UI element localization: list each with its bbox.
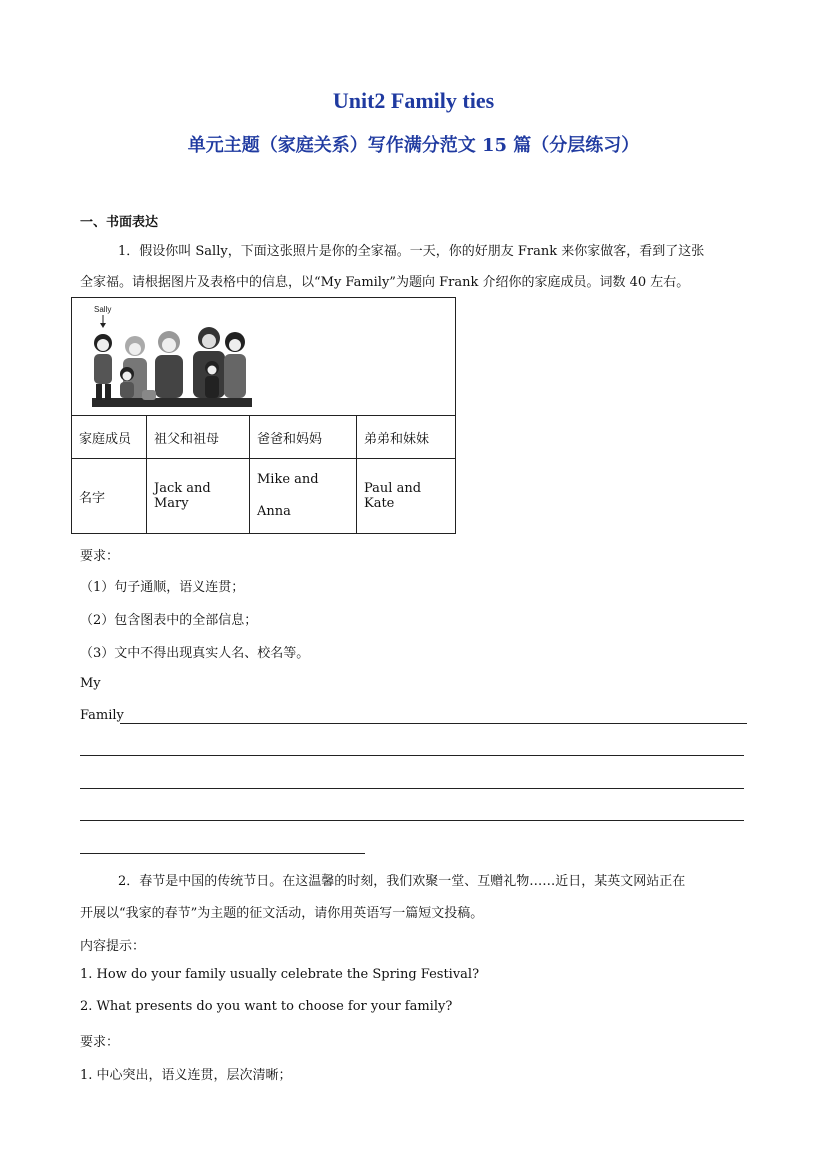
answer-line <box>80 755 744 756</box>
page-title: Unit2 Family ties <box>332 88 495 113</box>
section-heading: 一、书面表达 <box>80 215 159 230</box>
answer-line <box>80 820 744 821</box>
q1-text-line1: 1．假设你叫 Sally，下面这张照片是你的全家福。一天，你的好朋友 Frank 来你家做客，看到了这张 <box>118 244 705 259</box>
table-cell: 名字 <box>72 459 147 534</box>
answer-line <box>120 723 747 724</box>
q1-requirement: （1）句子通顺，语义连贯； <box>80 580 245 595</box>
family-photo <box>72 298 455 415</box>
q1-requirements-title: 要求： <box>80 549 120 564</box>
family-table <box>71 297 456 534</box>
answer-line <box>80 853 365 854</box>
q2-text-line1: 2．春节是中国的传统节日。在这温馨的时刻，我们欢聚一堂、互赠礼物……近日，某英文网站正在 <box>118 874 686 889</box>
q1-requirement: （3）文中不得出现真实人名、校名等。 <box>80 646 310 661</box>
table-cell: 家庭成员 <box>72 416 147 459</box>
table-cell: Paul and Kate <box>357 459 456 534</box>
q1-text-line2: 全家福。请根据图片及表格中的信息，以“My Family”为题向 Frank 介绍你的家庭成员。词数 40 左右。 <box>80 275 690 290</box>
q2-hint: 2. What presents do you want to choose for your family? <box>80 999 453 1014</box>
table-cell: Jack and Mary <box>147 459 250 534</box>
q1-requirement: （2）包含图表中的全部信息； <box>80 613 258 628</box>
table-cell: 弟弟和妹妹 <box>357 416 456 459</box>
table-cell: 爸爸和妈妈 <box>250 416 357 459</box>
q2-hint: 1. How do your family usually celebrate the Spring Festival? <box>80 967 480 982</box>
q2-requirement: 1. 中心突出，语义连贯，层次清晰； <box>80 1068 292 1083</box>
q2-requirements-title: 要求： <box>80 1035 120 1050</box>
table-cell <box>250 459 357 534</box>
photo-label-sally: Sally <box>94 305 112 314</box>
cell-line: Mike and <box>257 472 319 487</box>
answer-title-line1: My <box>80 676 101 691</box>
family-photo-cell <box>72 298 456 416</box>
page-subtitle: 单元主题（家庭关系）写作满分范文 15 篇（分层练习） <box>187 135 640 156</box>
table-cell: 祖父和祖母 <box>147 416 250 459</box>
answer-line <box>80 788 744 789</box>
answer-title-line2: Family <box>80 708 124 723</box>
table-header-row <box>72 416 456 459</box>
q2-hint-title: 内容提示： <box>80 939 146 954</box>
q2-text-line2: 开展以“我家的春节”为主题的征文活动，请你用英语写一篇短文投稿。 <box>80 906 484 921</box>
table-row <box>72 459 456 534</box>
cell-line: Anna <box>257 504 291 519</box>
